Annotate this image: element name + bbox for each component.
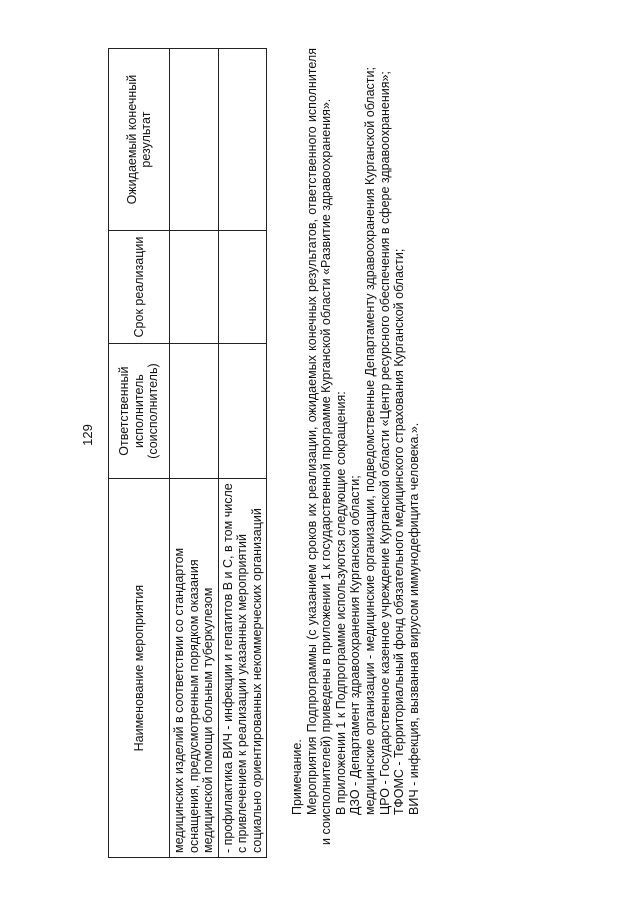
row-1-name: медицинских изделий в соответствии со стандартом оснащения, предусмотренным порядком оказания медицинской помощи больным туберкулезом	[170, 479, 219, 858]
row-2-result	[218, 49, 267, 231]
row-2-term	[218, 231, 267, 344]
note-paragraph-1: Мероприятия Подпрограммы (с указанием сроков их реализации, ожидаемых конечных результатов, ответственного исполнителя и соисполнителей) приведены в приложении 1 к государственной программе Курганской области «Развитие здравоохранения».	[304, 48, 334, 845]
abbreviation-tfoms: ТФОМС - Территориальный фонд обязательного медицинского страхования Курганской области;	[392, 248, 407, 815]
note-title: Примечание.	[290, 739, 304, 815]
note-paragraph-2: В приложении 1 к Подпрограмме используются следующие сокращения:	[333, 391, 348, 815]
abbreviation-medical-organizations: медицинские организации - медицинские организации, подведомственные Департаменту здравоохранения Курганской области;	[362, 67, 377, 815]
table-row	[170, 49, 219, 858]
page-number: 129	[80, 424, 95, 446]
abbreviation-hiv: ВИЧ - инфекция, вызванная вирусом иммунодефицита человека.».	[406, 422, 421, 815]
abbreviation-dzo: ДЗО - Департамент здравоохранения Курганской области;	[348, 475, 363, 815]
header-result: Ожидаемый конечный результат	[109, 49, 170, 231]
abbreviation-cro: ЦРО - Государственное казенное учреждение Курганской области «Центр ресурсного обеспечения в сфере здравоохранения»;	[377, 71, 392, 815]
header-name: Наименование мероприятия	[109, 479, 170, 858]
header-term: Срок реализации	[109, 231, 170, 344]
table-row	[218, 49, 267, 858]
row-1-result	[170, 49, 219, 231]
measures-table	[108, 48, 267, 858]
table-header-row	[109, 49, 170, 858]
row-1-executor	[170, 344, 219, 479]
row-2-executor	[218, 344, 267, 479]
row-1-term	[170, 231, 219, 344]
row-2-name: - профилактика ВИЧ - инфекции и гепатитов В и С, в том числе с привлечением к реализации указанных мероприятий социально ориентированных некоммерческих организаций	[218, 479, 267, 858]
note-block	[290, 48, 421, 845]
header-executor: Ответственный исполнитель (соисполнитель)	[109, 344, 170, 479]
